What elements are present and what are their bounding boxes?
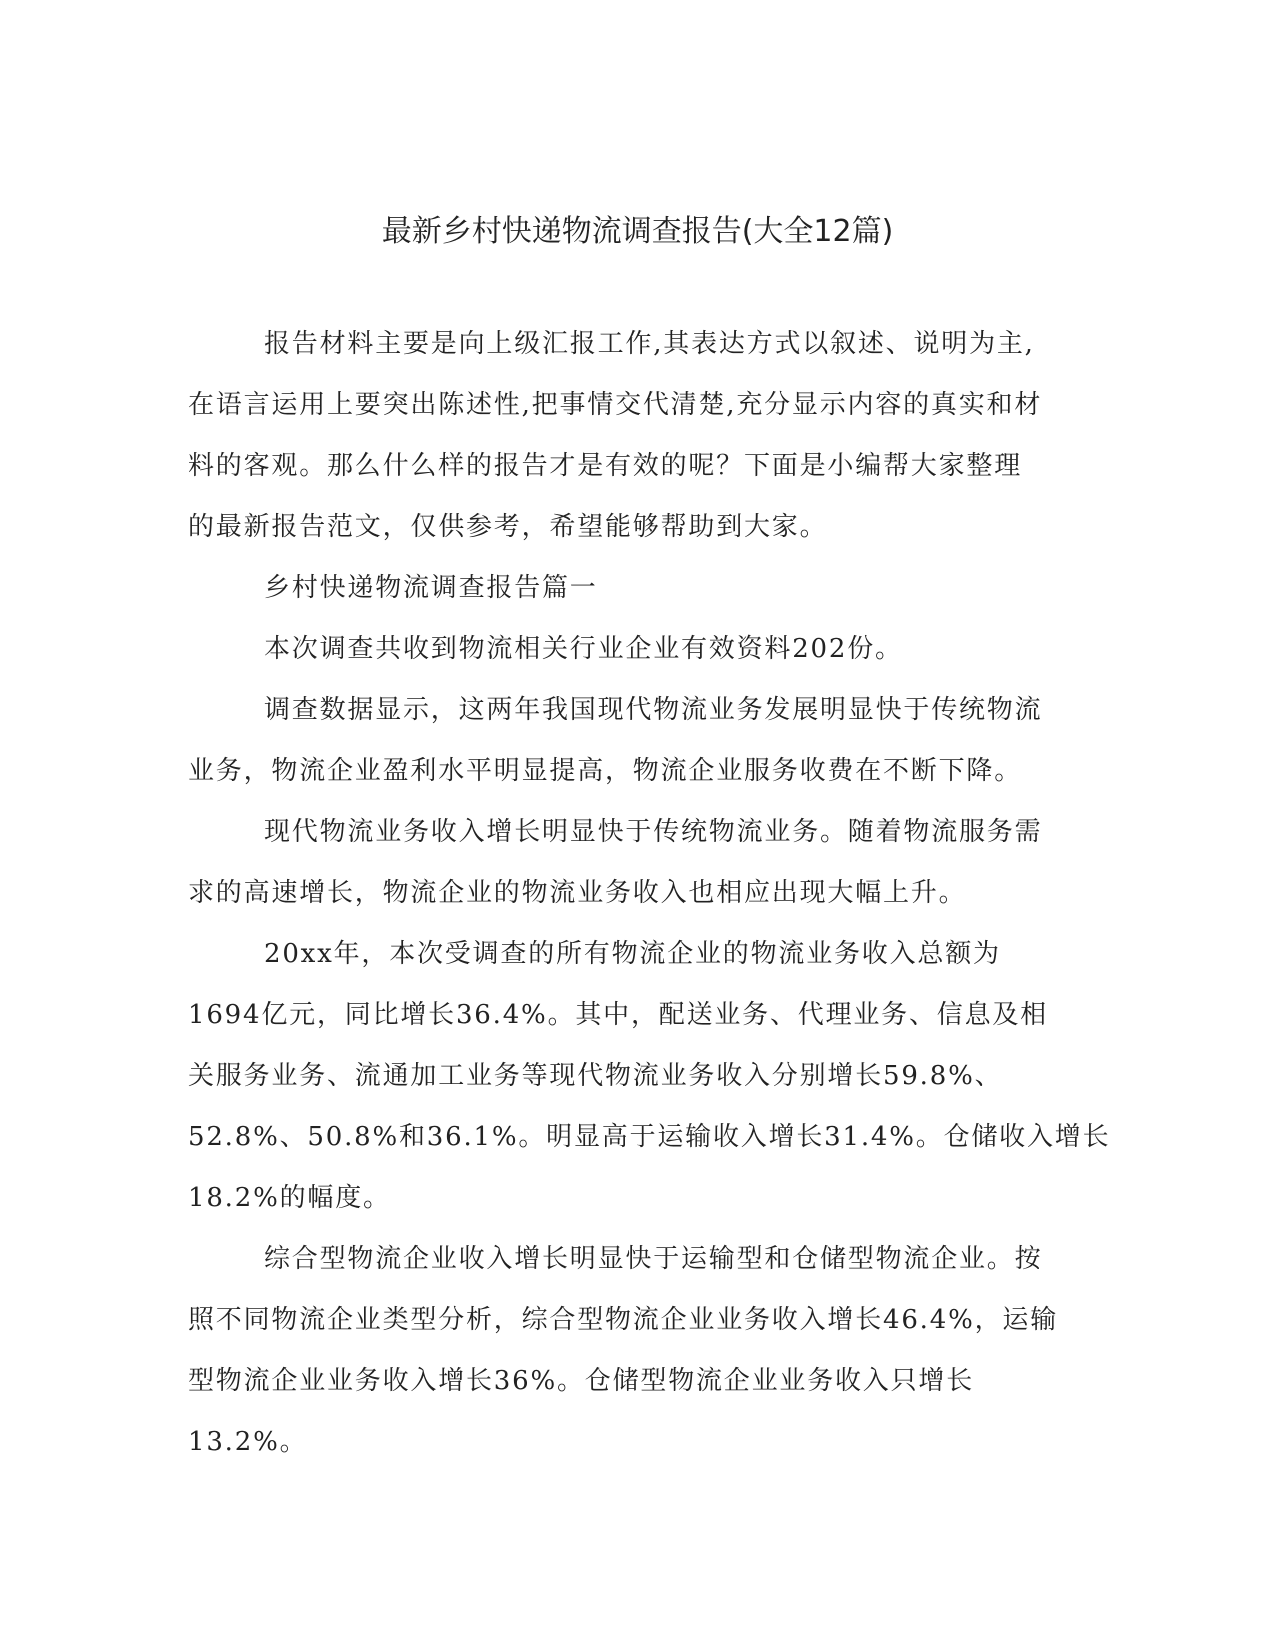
paragraph-line: 本次调查共收到物流相关行业企业有效资料202份。 — [264, 634, 903, 664]
paragraph-line: 求的高速增长，物流企业的物流业务收入也相应出现大幅上升。 — [188, 878, 967, 908]
paragraph-line: 在语言运用上要突出陈述性,把事情交代清楚,充分显示内容的真实和材 — [188, 390, 1043, 420]
section-heading: 乡村快递物流调查报告篇一 — [264, 573, 598, 603]
document-title: 最新乡村快递物流调查报告(大全12篇) — [381, 214, 894, 249]
paragraph-line: 13.2%。 — [188, 1427, 308, 1457]
paragraph-line: 型物流企业业务收入增长36%。仓储型物流企业业务收入只增长 — [188, 1366, 974, 1396]
paragraph-line: 料的客观。那么什么样的报告才是有效的呢？下面是小编帮大家整理 — [188, 451, 1023, 481]
paragraph-line: 综合型物流企业收入增长明显快于运输型和仓储型物流企业。按 — [264, 1244, 1043, 1274]
paragraph-line: 20xx年，本次受调查的所有物流企业的物流业务收入总额为 — [264, 939, 1001, 969]
paragraph-line: 的最新报告范文，仅供参考，希望能够帮助到大家。 — [188, 512, 828, 542]
paragraph-line: 1694亿元，同比增长36.4%。其中，配送业务、代理业务、信息及相 — [188, 1000, 1048, 1030]
paragraph-line: 关服务业务、流通加工业务等现代物流业务收入分别增长59.8%、 — [188, 1061, 1003, 1091]
paragraph-line: 照不同物流企业类型分析，综合型物流企业业务收入增长46.4%，运输 — [188, 1305, 1058, 1335]
paragraph-line: 18.2%的幅度。 — [188, 1183, 391, 1213]
document-body — [188, 328, 1111, 1487]
paragraph-line: 52.8%、50.8%和36.1%。明显高于运输收入增长31.4%。仓储收入增长 — [188, 1122, 1111, 1152]
paragraph-line: 报告材料主要是向上级汇报工作,其表达方式以叙述、说明为主, — [264, 329, 1035, 359]
paragraph-line: 现代物流业务收入增长明显快于传统物流业务。随着物流服务需 — [264, 817, 1043, 847]
paragraph-line: 调查数据显示，这两年我国现代物流业务发展明显快于传统物流 — [264, 695, 1043, 725]
paragraph-line: 业务，物流企业盈利水平明显提高，物流企业服务收费在不断下降。 — [188, 756, 1023, 786]
